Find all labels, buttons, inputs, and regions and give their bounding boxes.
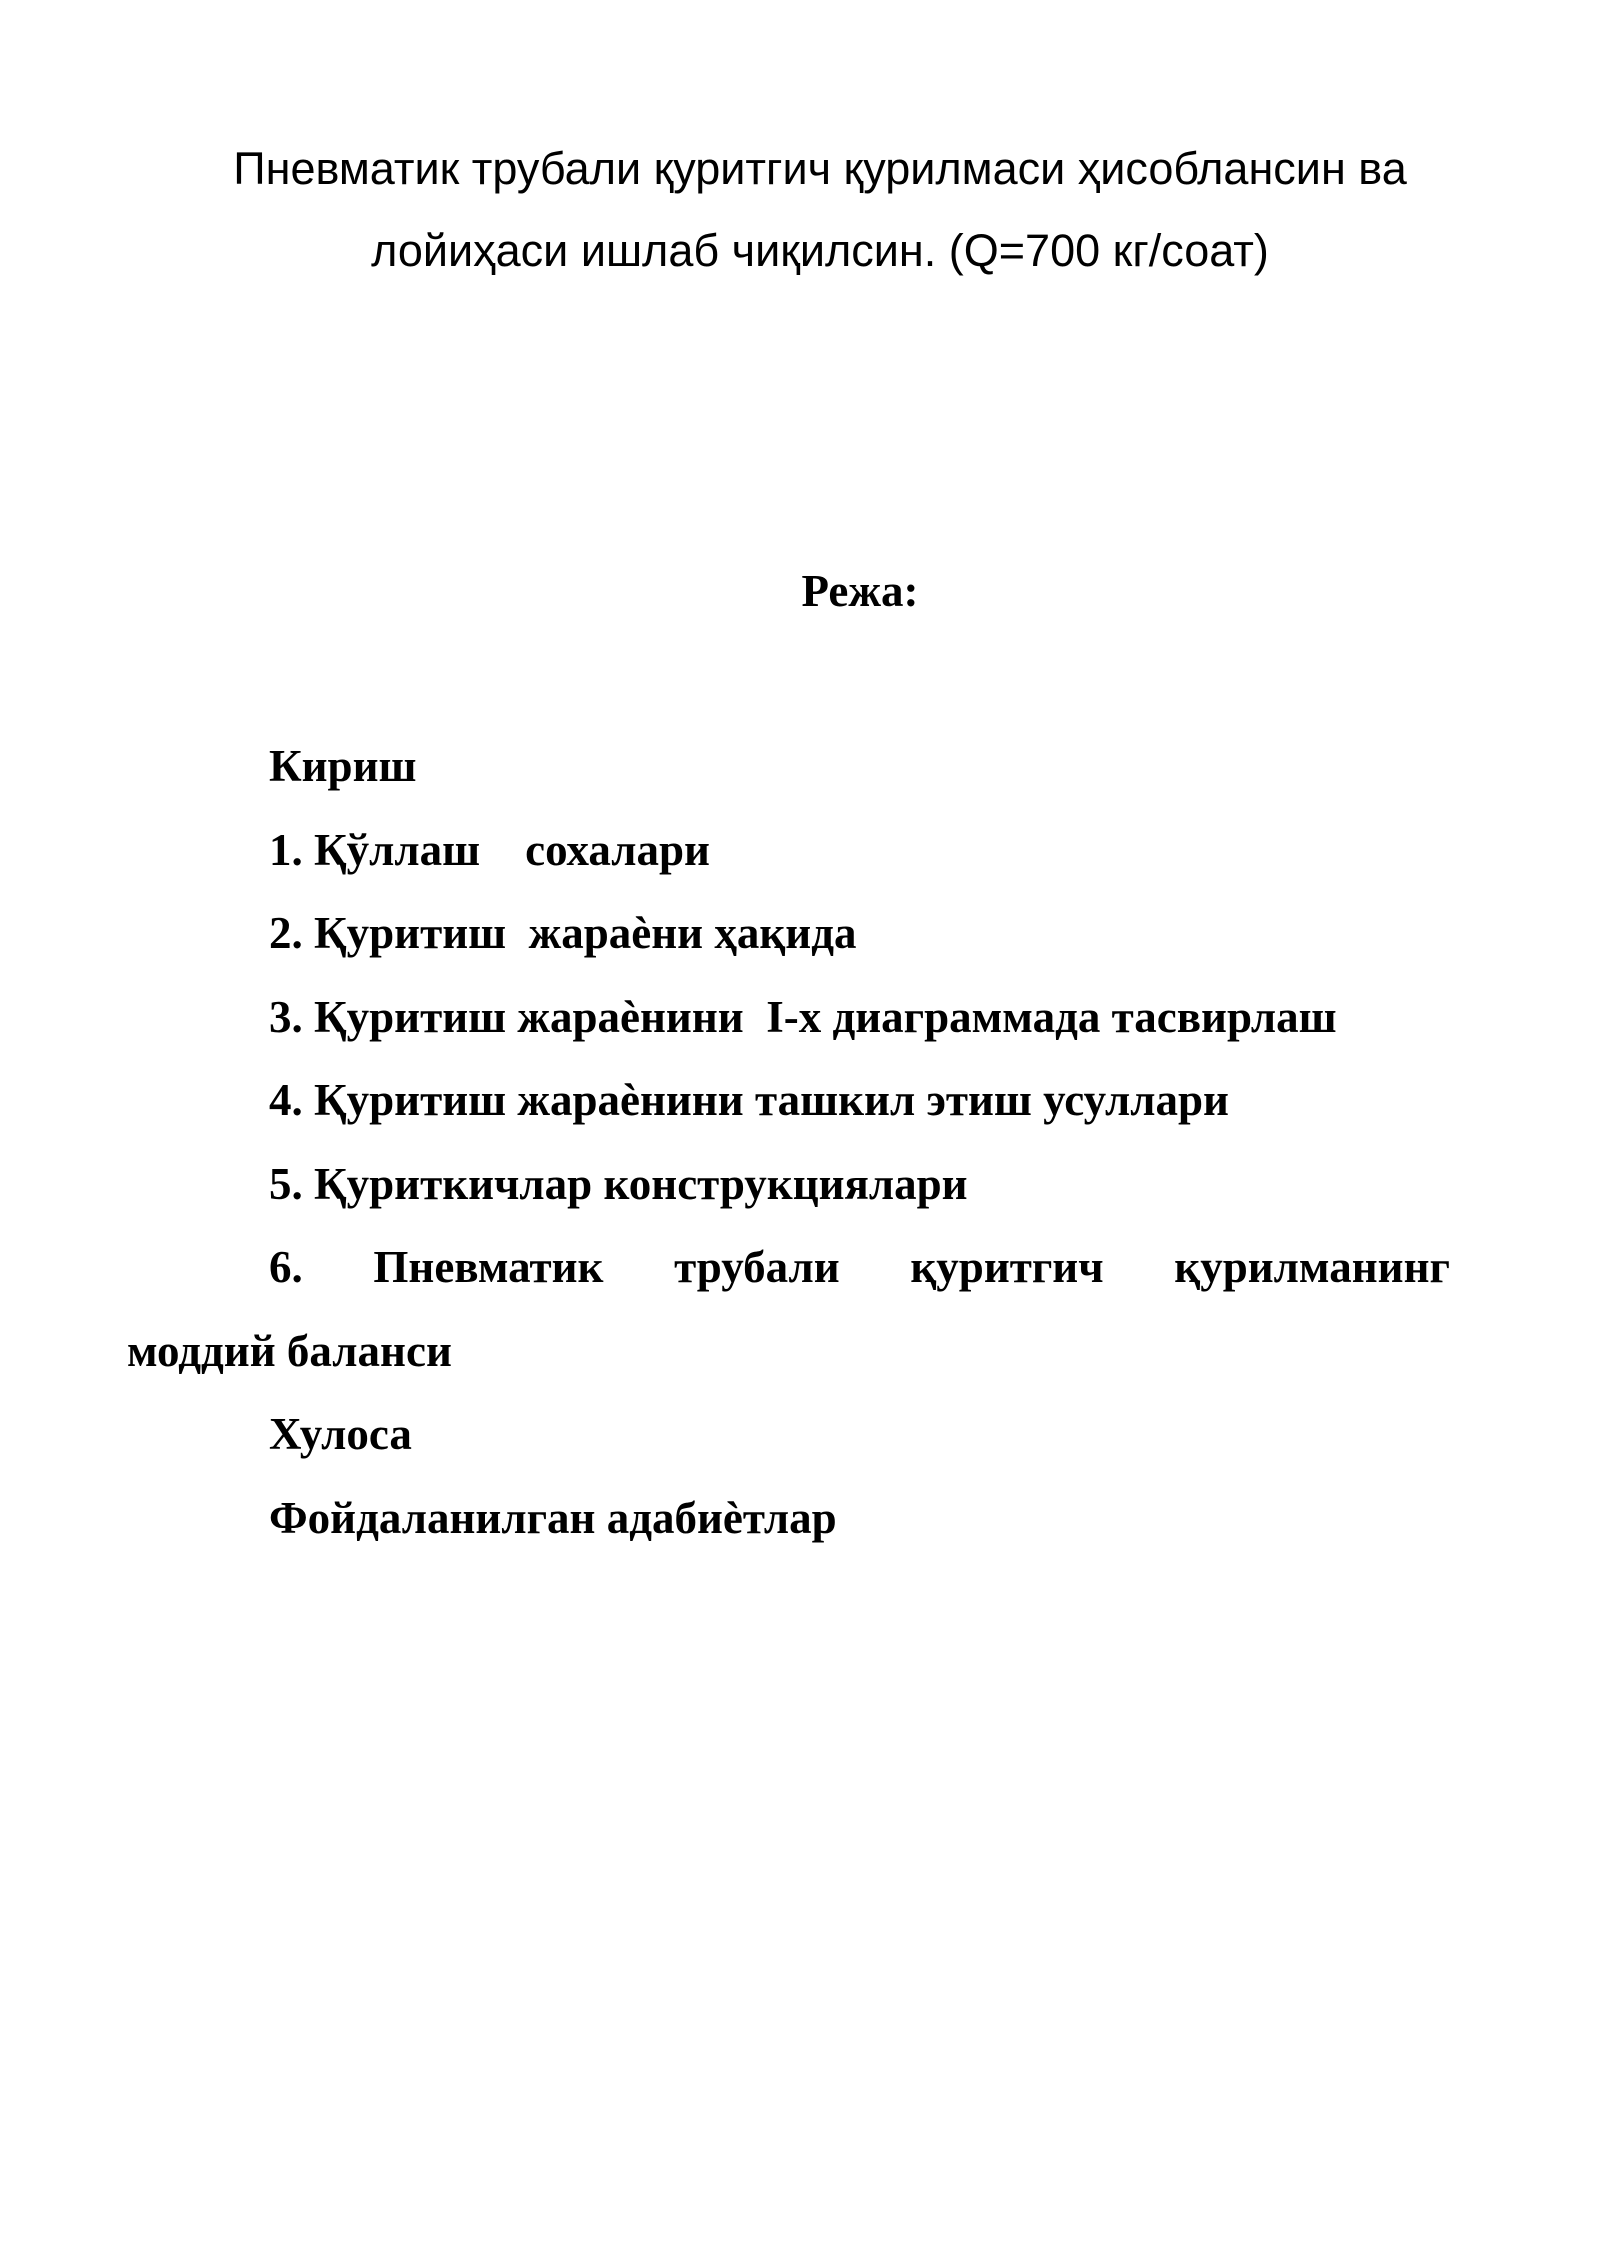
document-title-line-1: Пневматик трубали қуритгич қурилмаси ҳисоблансин ва <box>233 143 1407 194</box>
plan-heading: Режа: <box>801 566 919 616</box>
plan-item-references: Фойдаланилган адабиѐтлар <box>269 1492 837 1543</box>
plan-item-6-word: қурилманинг <box>1174 1242 1450 1292</box>
document-title-line-2: лойиҳаси ишлаб чиқилсин. (Q=700 кг/соат) <box>371 225 1269 276</box>
plan-item-4: 4. Қуритиш жараѐнини ташкил этиш усуллари <box>269 1075 1229 1125</box>
plan-item-2: 2. Қуритиш жараѐни ҳақида <box>269 908 857 958</box>
plan-item-6-word: 6. <box>269 1242 303 1292</box>
plan-item-6-word: қуритгич <box>910 1242 1104 1292</box>
plan-item-6 <box>198 1226 1450 1310</box>
plan-item-introduction: Кириш <box>269 741 417 791</box>
plan-item-6-word: трубали <box>674 1242 840 1292</box>
plan-list <box>127 725 1450 1560</box>
plan-item-6-word: Пневматик <box>373 1242 604 1292</box>
plan-item-5: 5. Қуриткичлар конструкциялари <box>269 1158 968 1209</box>
plan-item-conclusion: Хулоса <box>269 1409 412 1459</box>
plan-item-1: 1. Қўллаш сохалари <box>269 824 710 875</box>
plan-item-6-continuation: моддий баланси <box>127 1325 452 1376</box>
plan-item-3: 3. Қуритиш жараѐнини I-x диаграммада тасвирлаш <box>269 991 1337 1042</box>
